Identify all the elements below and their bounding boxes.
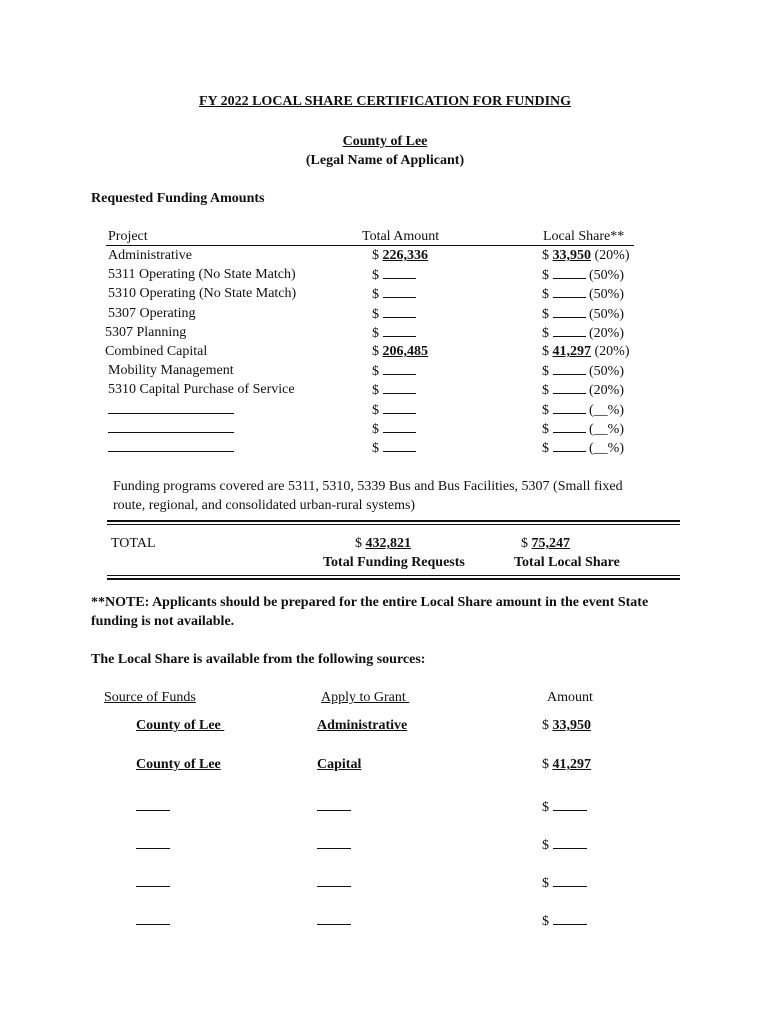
source-of-funds [136,796,170,816]
source-amount [542,872,587,892]
currency-sign: $ [372,326,379,341]
total-top-rule-2 [107,524,680,525]
total-funding-amount [355,536,415,552]
currency-sign: $ [372,364,379,379]
row-percent: (50%) [589,268,624,283]
blank-line [108,402,234,414]
row-project: Mobility Management [108,363,234,378]
total-local-value: 75,247 [531,536,570,551]
page-title: FY 2022 LOCAL SHARE CERTIFICATION FOR FUNDING [198,94,572,109]
row-percent: (20%) [594,248,630,263]
currency-sign: $ [355,536,362,551]
row-local [542,382,624,399]
source-of-funds [136,757,221,773]
blank-line [553,382,586,394]
apply-name: Administrative [317,718,408,733]
apply-to-grant [317,872,351,892]
header-project: Project [108,229,148,244]
row-project: Combined Capital [105,344,208,359]
total-local-amount [521,536,570,552]
programs-note-line2: route, regional, and consolidated urban-rural systems) [113,498,416,513]
blank-line [317,834,351,849]
currency-sign: $ [542,307,549,322]
sources-header-apply [321,690,409,706]
blank-line [553,834,587,849]
row-project: Administrative [108,248,192,263]
currency-sign: $ [542,403,549,418]
row-project [108,440,234,457]
currency-sign: $ [372,287,379,302]
blank-line [553,796,587,811]
row-percent: (__%) [589,403,624,418]
row-local [542,440,624,457]
blank-line [553,872,587,887]
row-total [372,440,416,457]
row-local [542,267,624,284]
blank-line [553,363,586,375]
blank-line [383,306,416,318]
currency-sign: $ [372,403,379,418]
currency-sign: $ [542,344,549,359]
total-funding-caption: Total Funding Requests [323,555,465,570]
row-local [542,344,630,360]
blank-line [317,796,351,811]
apply-name: Capital [317,757,362,772]
source-of-funds [136,872,170,892]
row-total [372,402,416,419]
row-project: 5307 Planning [105,325,187,340]
blank-line [553,325,586,337]
total-bottom-rule [107,575,680,576]
row-project [108,402,234,419]
row-local [542,421,624,438]
total-top-rule [107,520,680,522]
currency-sign: $ [542,383,549,398]
header-underline [106,245,634,246]
row-total [372,248,428,264]
row-local [542,402,624,419]
source-amount [542,796,587,816]
row-local [542,248,630,264]
total-label: TOTAL [111,536,156,551]
blank-line [136,910,170,925]
row-project [108,421,234,438]
row-total [372,286,416,303]
sources-header-amount: Amount [547,690,593,705]
currency-sign: $ [542,441,549,456]
blank-line [553,910,587,925]
blank-line [553,267,586,279]
blank-line [136,872,170,887]
currency-sign: $ [542,838,549,853]
currency-sign: $ [372,307,379,322]
row-percent: (20%) [594,344,630,359]
blank-line [553,421,586,433]
apply-to-grant [317,718,407,734]
applicant-caption: (Legal Name of Applicant) [305,153,465,168]
currency-sign: $ [542,718,549,733]
applicant-name: County of Lee [342,134,428,149]
source-of-funds [136,718,224,734]
source-of-funds [136,834,170,854]
source-amount [542,718,591,734]
blank-line [383,267,416,279]
programs-note-line1: Funding programs covered are 5311, 5310, 5339 Bus and Bus Facilities, 5307 (Small fixed [113,479,623,494]
row-total [372,344,428,360]
row-percent: (50%) [589,307,624,322]
row-total-value: 206,485 [382,344,428,359]
row-project: 5310 Capital Purchase of Service [108,382,295,397]
note-line1: **NOTE: Applicants should be prepared for the entire Local Share amount in the event State [91,595,649,610]
currency-sign: $ [372,441,379,456]
row-local-value: 33,950 [552,248,591,263]
row-percent: (50%) [589,364,624,379]
source-of-funds [136,910,170,930]
currency-sign: $ [372,248,379,263]
row-total [372,382,416,399]
currency-sign: $ [542,364,549,379]
blank-line [317,872,351,887]
blank-line [383,382,416,394]
row-percent: (20%) [589,383,624,398]
source-name: County of Lee [136,757,221,772]
row-local [542,286,624,303]
row-total-value: 226,336 [382,248,428,263]
blank-line [383,325,416,337]
currency-sign: $ [372,268,379,283]
requested-heading: Requested Funding Amounts [91,191,265,206]
blank-line [317,910,351,925]
blank-line [108,440,234,452]
row-percent: (__%) [589,441,624,456]
row-total [372,306,416,323]
currency-sign: $ [542,422,549,437]
blank-line [383,363,416,375]
apply-to-grant [317,834,351,854]
currency-sign: $ [542,248,549,263]
source-amount [542,834,587,854]
source-name: County of Lee [136,718,221,733]
source-amount [542,757,591,773]
row-local [542,325,624,342]
currency-sign: $ [372,383,379,398]
currency-sign: $ [542,268,549,283]
total-bottom-rule-2 [107,578,680,580]
row-total [372,363,416,380]
blank-line [553,440,586,452]
sources-header-apply-text: Apply to Grant [321,690,406,705]
total-funding-value: 432,821 [365,536,411,551]
header-total: Total Amount [362,229,440,244]
currency-sign: $ [542,757,549,772]
currency-sign: $ [372,422,379,437]
blank-line [136,796,170,811]
row-local [542,363,624,380]
source-amount-value: 33,950 [552,718,591,733]
apply-to-grant [317,796,351,816]
row-local [542,306,624,323]
row-total [372,267,416,284]
currency-sign: $ [542,326,549,341]
blank-line [136,834,170,849]
blank-line [383,421,416,433]
currency-sign: $ [542,914,549,929]
row-project: 5307 Operating [108,306,196,321]
source-amount [542,910,587,930]
row-percent: (20%) [589,326,624,341]
row-project: 5311 Operating (No State Match) [108,267,296,282]
row-project: 5310 Operating (No State Match) [108,286,297,301]
blank-line [383,402,416,414]
source-amount-value: 41,297 [552,757,591,772]
blank-line [383,440,416,452]
row-percent: (50%) [589,287,624,302]
sources-header-source: Source of Funds [104,690,196,705]
row-local-value: 41,297 [552,344,591,359]
apply-to-grant [317,910,351,930]
currency-sign: $ [521,536,528,551]
total-local-caption: Total Local Share [514,555,620,570]
header-local: Local Share** [543,229,625,244]
currency-sign: $ [542,800,549,815]
row-total [372,421,416,438]
blank-line [553,286,586,298]
currency-sign: $ [542,287,549,302]
note-line2: funding is not available. [91,614,235,629]
currency-sign: $ [372,344,379,359]
blank-line [553,306,586,318]
sources-heading: The Local Share is available from the following sources: [91,652,426,667]
currency-sign: $ [542,876,549,891]
apply-to-grant [317,757,361,773]
blank-line [553,402,586,414]
row-percent: (__%) [589,422,624,437]
blank-line [108,421,234,433]
row-total [372,325,416,342]
blank-line [383,286,416,298]
